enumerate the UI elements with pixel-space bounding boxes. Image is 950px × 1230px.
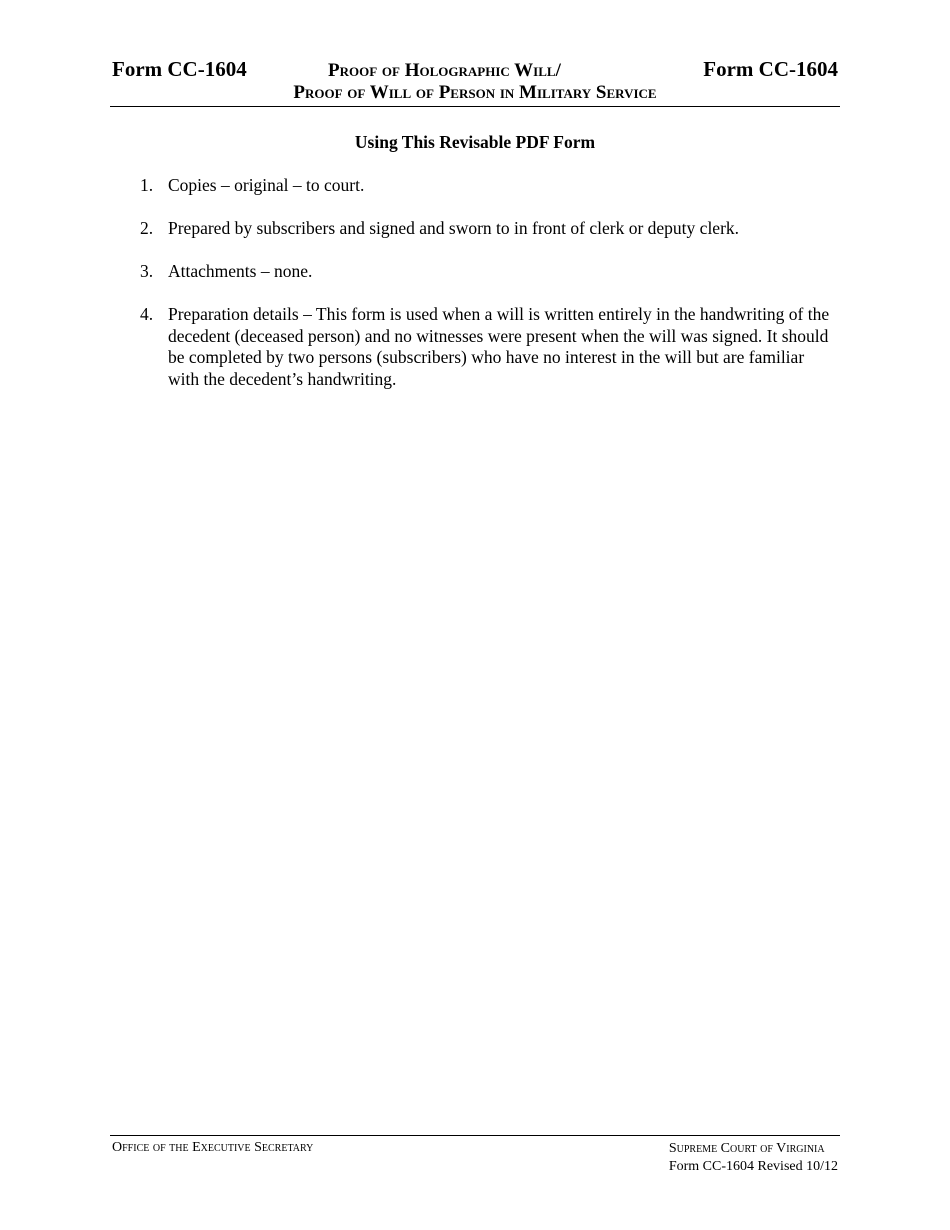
form-title-line-1: Proof of Holographic Will/ (328, 60, 561, 81)
form-number-left: Form CC-1604 (112, 57, 247, 81)
instruction-list (138, 175, 838, 412)
footer-right-block (669, 1140, 838, 1176)
footer-court: Supreme Court of Virginia (668, 1141, 825, 1156)
instruction-number: 1. (140, 175, 154, 195)
instruction-item (138, 175, 838, 197)
instruction-text: Prepared by subscribers and signed and sworn to in front of clerk or deputy clerk. (168, 218, 740, 238)
instruction-number: 2. (140, 218, 154, 238)
page-footer (110, 1135, 840, 1174)
footer-office: Office of the Executive Secretary (112, 1140, 314, 1155)
instruction-number: 3. (140, 261, 154, 281)
instruction-number: 4. (140, 304, 154, 324)
footer-revision: Form CC-1604 Revised 10/12 (668, 1159, 838, 1174)
form-number-right: Form CC-1604 (703, 57, 838, 81)
form-title-line-2: Proof of Will of Person in Military Service (293, 82, 657, 103)
instruction-text: Copies – original – to court. (168, 175, 365, 195)
instruction-item (138, 304, 838, 390)
section-heading: Using This Revisable PDF Form (354, 132, 596, 152)
instruction-text: Preparation details – This form is used when a will is written entirely in the handwriting of the decedent (deceased person) and no witnesses were present when the will was signed. It should be completed by two persons (subscribers) who have no interest in the will but are familiar with the decedent’s handwriting. (168, 304, 830, 389)
instruction-text: Attachments – none. (168, 261, 313, 281)
instruction-item (138, 261, 838, 283)
page-header (110, 54, 840, 107)
instruction-item (138, 218, 838, 240)
